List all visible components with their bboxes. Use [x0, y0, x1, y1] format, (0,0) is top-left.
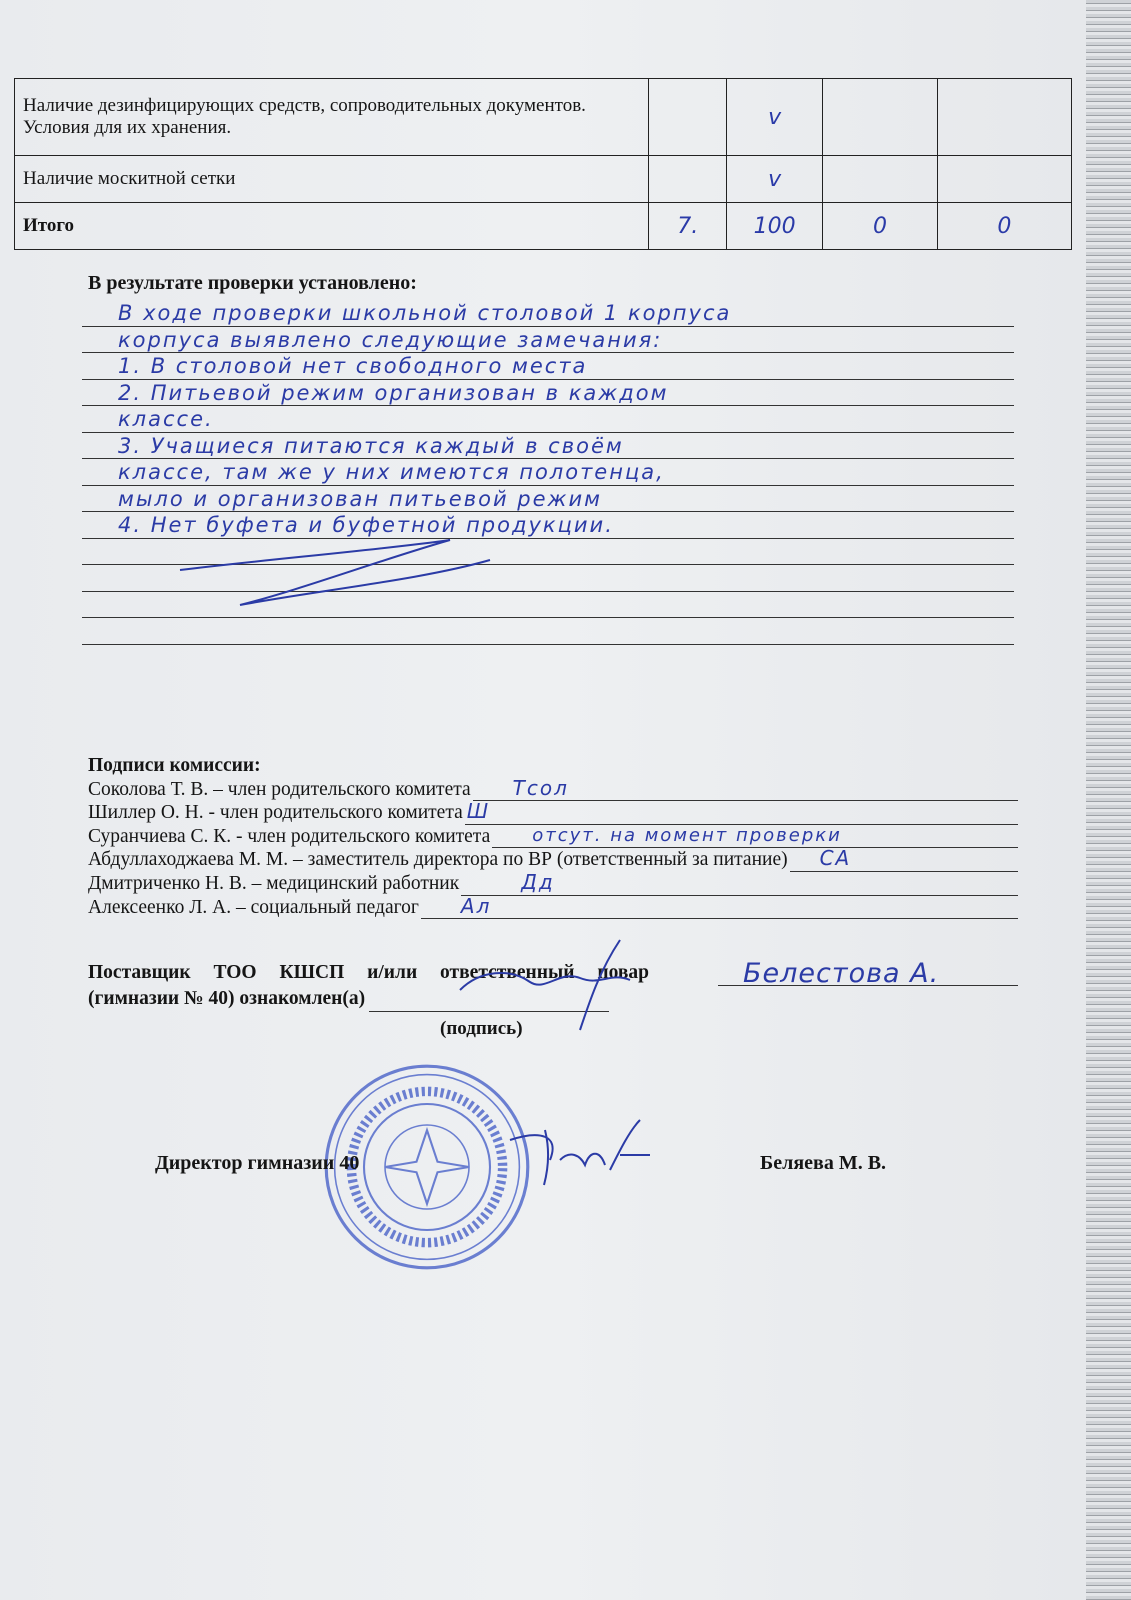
- result-line: мыло и организован питьевой режим: [82, 486, 1014, 513]
- row-mark: v: [727, 156, 823, 203]
- total-label: Итого: [15, 203, 649, 250]
- result-line: 1. В столовой нет свободного места: [82, 353, 1014, 380]
- signature-row: Алексеенко Л. А. – социальный педагог Ал: [88, 896, 1018, 920]
- total-zero-1: 0: [823, 203, 938, 250]
- handwritten-signature: Ал: [460, 893, 492, 918]
- total-count: 7.: [649, 203, 727, 250]
- signature-row: Соколова Т. В. – член родительского комитета Тсол: [88, 778, 1018, 802]
- signature-row: Суранчиева С. К. - член родительского комитета отсут. на момент проверки: [88, 825, 1018, 849]
- handwritten-signature: СА: [819, 846, 852, 871]
- handwritten-signature: Тсол: [512, 775, 569, 800]
- result-line: классе, там же у них имеются полотенца,: [82, 459, 1014, 486]
- result-line: классе.: [82, 406, 1014, 433]
- strike-scribble: [120, 520, 500, 620]
- result-line: [82, 618, 1014, 645]
- total-percent: 100: [727, 203, 823, 250]
- director-signature: [500, 1110, 660, 1190]
- result-line: 2. Питьевой режим организован в каждом: [82, 380, 1014, 407]
- result-line: 3. Учащиеся питаются каждый в своём: [82, 433, 1014, 460]
- result-title: В результате проверки установлено:: [88, 272, 417, 294]
- result-line: корпуса выявлено следующие замечания:: [82, 327, 1014, 354]
- signatures-title: Подписи комиссии:: [88, 755, 261, 776]
- table-row: [15, 79, 1072, 156]
- handwritten-signature: Дд: [521, 869, 555, 894]
- supplier-signature: [450, 930, 660, 1040]
- row-mark: v: [727, 79, 823, 156]
- signature-row: Шиллер О. Н. - член родительского комитета Ш: [88, 801, 1018, 825]
- checklist-table: [14, 78, 1072, 250]
- row-label: Наличие москитной сетки: [15, 156, 649, 203]
- result-line: 4. Нет буфета и буфетной продукции.: [82, 512, 1014, 539]
- total-zero-2: 0: [937, 203, 1071, 250]
- director-title: Директор гимназии 40: [155, 1152, 360, 1174]
- signature-row: Дмитриченко Н. В. – медицинский работник Дд: [88, 872, 1018, 896]
- result-line: В ходе проверки школьной столовой 1 корпуса: [82, 300, 1014, 327]
- signature-row: Абдуллаходжаева М. М. – заместитель директора по ВР (ответственный за питание) СА: [88, 848, 1018, 872]
- row-label: Наличие дезинфицирующих средств, сопроводительных документов. Условия для их хранения.: [15, 79, 649, 156]
- supplier-line1: Поставщик ТОО КШСП и/или ответственный повар: [88, 962, 649, 983]
- table-row-total: [15, 203, 1072, 250]
- supplier-handwritten-name: Белестова А.: [743, 958, 940, 989]
- table-row: [15, 156, 1072, 203]
- signature-caption: (подпись): [440, 1018, 523, 1039]
- supplier-line2: (гимназии № 40) ознакомлен(а): [88, 988, 366, 1009]
- director-name: Беляева М. В.: [760, 1152, 887, 1174]
- handwritten-signature: Ш: [466, 799, 491, 824]
- paper-edge: [1086, 0, 1131, 1600]
- commission-signatures: [88, 754, 1018, 919]
- handwritten-note: отсут. на момент проверки: [532, 824, 842, 846]
